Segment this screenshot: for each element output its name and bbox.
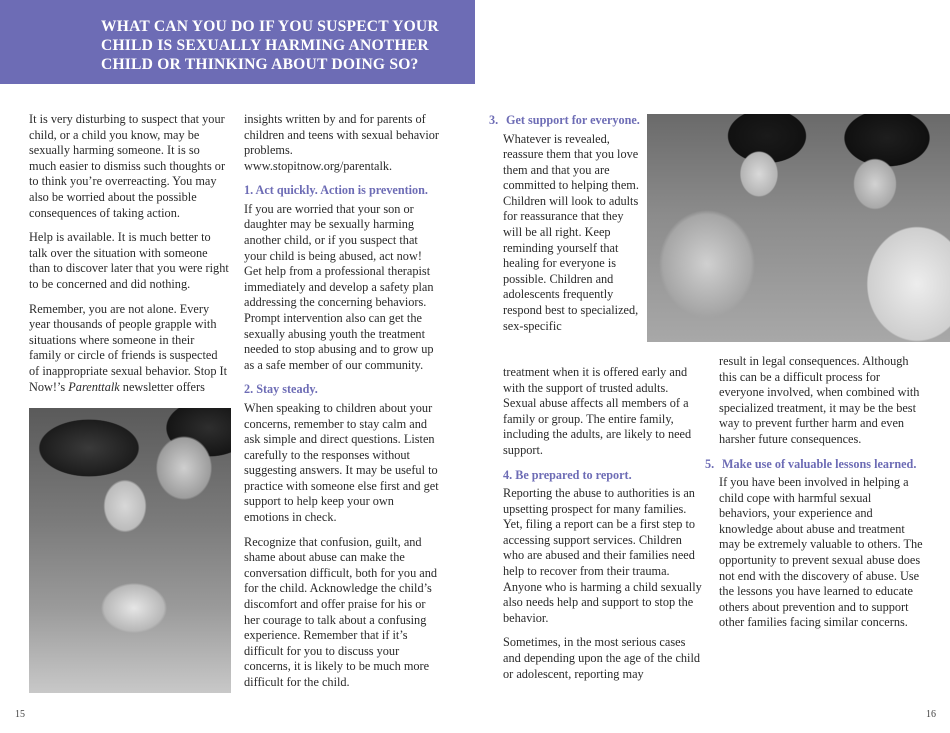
heading-text: Get support for everyone. xyxy=(506,113,640,127)
column-1 xyxy=(29,112,229,404)
column-4 xyxy=(705,354,925,640)
intro-paragraph: It is very disturbing to suspect that your child, or a child you know, may be sexually harming someone. It is so much easier to dismiss such thoughts or to think you’re overreacting. You may also be worried about the possible consequences of taking action. xyxy=(29,112,226,220)
get-support-paragraph: Whatever is revealed, reassure them that you love them and that you are committed to helping them. Children will look to adults for reassurance that they will be all right. Keep reminding yourself that healing for everyone is possible. Children and adolescents frequently respond best to specialized, sex-specific xyxy=(503,131,639,333)
help-available-paragraph: Help is available. It is much better to talk over the situation with someone than to discover later that you were right to be concerned and did nothing. xyxy=(29,230,229,291)
title-banner xyxy=(0,0,475,84)
title-line-3: CHILD OR THINKING ABOUT DOING SO? xyxy=(101,56,419,73)
column-3-bottom xyxy=(503,365,703,691)
heading-text: Stay steady. xyxy=(256,382,318,397)
heading-get-support: 3. Get support for everyone. xyxy=(489,113,640,127)
heading-lessons-learned: 5. Make use of valuable lessons learned. xyxy=(705,456,917,471)
stay-steady-paragraph: When speaking to children about your concerns, remember to stay calm and ask simple and direct questions. Listen carefully to the responses without suggesting answers. It may be useful to practice with someone else first and get support to help keep your own emotions in check. xyxy=(244,400,439,525)
page-title xyxy=(101,17,461,74)
newsletter-name: Parenttalk xyxy=(68,379,120,394)
be-prepared-paragraph: Reporting the abuse to authorities is an upsetting prospect for many families. Yet, filing a report can be a first step to accessing support services. Children who are abused and their families need help to recover from their trauma. Anyone who is harming a child sexually also needs help and support to stop the behavior. xyxy=(503,486,702,625)
heading-text: Make use of valuable lessons learned. xyxy=(722,456,917,471)
legal-consequences-paragraph: result in legal consequences. Although this can be a difficult process for everyone involved, when combined with specialized treatment, it may be the best way to prevent further harm and even harsher future consequences. xyxy=(719,354,920,446)
parenttalk-paragraph: insights written by and for parents of children and teens with sexual behavior problems. www.stopitnow.org/parentalk. xyxy=(244,112,439,173)
title-line-1: WHAT CAN YOU DO IF YOU SUSPECT YOUR xyxy=(101,18,439,35)
column-3-top xyxy=(489,113,640,343)
recognize-paragraph: Recognize that confusion, guilt, and shame about abuse can make the conversation difficult, both for you and for the child. Acknowledge the child’s discomfort and offer praise for his or her courage to talk about a confusing experience. Remember that if it’s difficult for you to discuss your concerns, it is likely to be much more difficult for the child. xyxy=(244,534,438,689)
heading-stay-steady xyxy=(244,382,440,398)
act-quickly-paragraph: If you are worried that your son or daughter may be sexually harming another child, or if you suspect that your child is being abused, act now! Get help from a professional therapist immediately and develop a safety plan addressing the concerning behaviors. Prompt intervention also can get the sexually abusing youth the treatment needed to stop abusing and to grow up as a safe member of our community. xyxy=(244,201,434,372)
heading-number: 4. xyxy=(503,467,513,482)
heading-be-prepared xyxy=(503,468,703,484)
title-line-2: CHILD IS SEXUALLY HARMING ANOTHER xyxy=(101,37,429,54)
get-support-paragraph-continued: treatment when it is offered early and with the support of trusted adults. Sexual abuse affects all members of a family or group. The entire family, including the adults, are likely to need support. xyxy=(503,365,692,457)
serious-cases-paragraph: Sometimes, in the most serious cases and depending upon the age of the child or adolescent, reporting may xyxy=(503,635,701,681)
lessons-paragraph: If you have been involved in helping a child cope with harmful sexual behaviors, your experience and knowledge about abuse and treatment may be extremely valuable to others. The opportunity to prevent sexual abuse does not end with the discovery of abuse. Use the lessons you have learned to educate others about prevention and to support other families facing similar concerns. xyxy=(719,475,923,630)
heading-number: 1. xyxy=(244,183,254,198)
heading-text: Act quickly. Action is prevention. xyxy=(255,183,428,198)
not-alone-paragraph xyxy=(29,302,229,396)
page-number-right: 16 xyxy=(926,709,936,720)
heading-act-quickly xyxy=(244,183,440,199)
page-number-left: 15 xyxy=(15,709,25,720)
column-2 xyxy=(244,112,440,700)
not-alone-text: Remember, you are not alone. Every year thousands of people grapple with situations where someone in their family or circle of friends is suspected of inappropriate sexual behavior. Stop It Now!’s xyxy=(29,301,228,394)
children-globe-photo xyxy=(647,114,950,342)
heading-text: Be prepared to report. xyxy=(515,467,632,482)
not-alone-text-end: newsletter offers xyxy=(119,379,205,394)
heading-number: 2. xyxy=(244,382,254,397)
family-photo xyxy=(29,408,231,693)
